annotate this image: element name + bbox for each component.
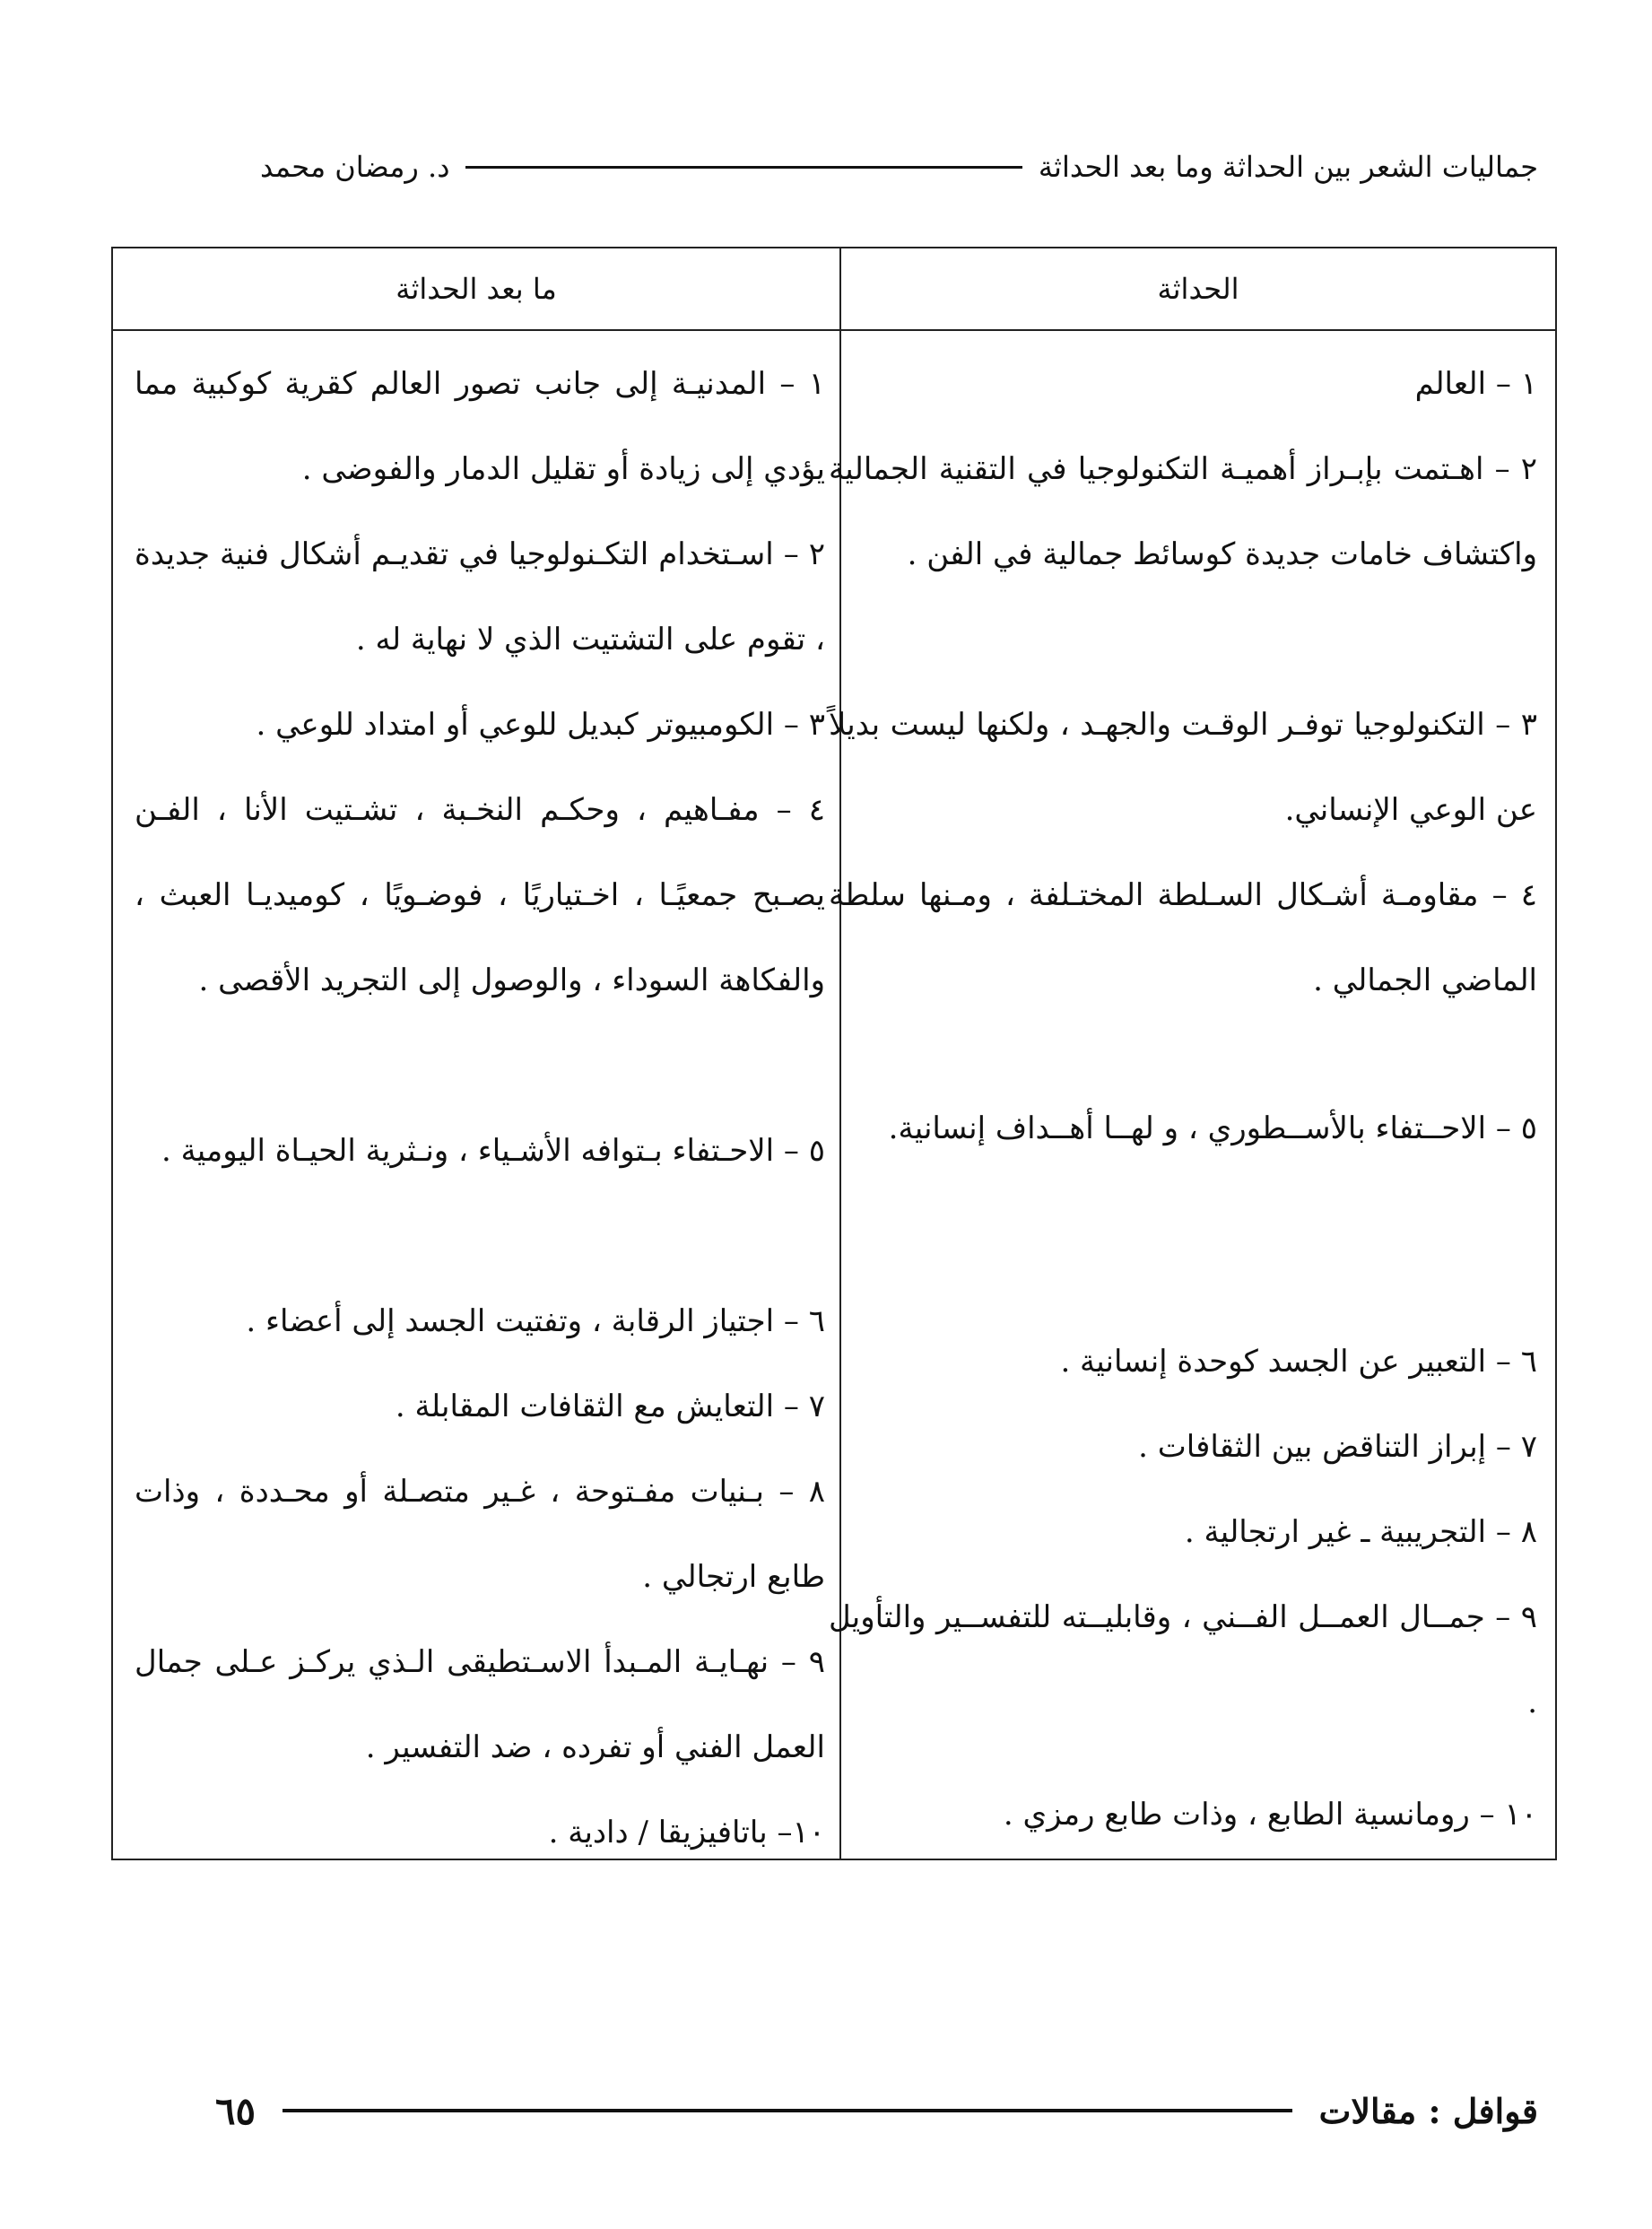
postmodernism-item-1: ١ – المدنيـة إلى جانب تصور العالم كقرية كوكبية مما يؤدي إلى زيادة أو تقليل الدمار والفوضى . (135, 366, 825, 487)
postmodernism-item-7: ٧ – التعايش مع الثقافات المقابلة . (395, 1389, 825, 1424)
author-name: د. رمضان محمد (260, 150, 450, 184)
postmodernism-item-4: ٤ – مفـاهيم ، وحكـم النخـبة ، تشـتيت الأنا ، الفـن يصـبح جمعيًـا ، اخـتياريًا ، فوضـويًا ، كوميديـا العبث ، والفكاهة السوداء ، والوصول إلى التجريد الأقصى . (135, 792, 825, 998)
modernism-heading: الحداثة (839, 248, 1555, 331)
postmodernism-item-9: ٩ – نهـايـة المـبدأ الاسـتطيقى الـذي يركـز عـلى جمال العمل الفني أو تفرده ، ضد التفسير . (135, 1644, 825, 1765)
modernism-item-8: ٨ – التجريبية ـ غير ارتجالية . (1184, 1514, 1537, 1550)
modernism-item-3: ٣ – التكنولوجيا توفـر الوقـت والجهـد ، ولكنها ليست بديلاً عن الوعي الإنساني. (829, 707, 1537, 828)
modernism-item-7: ٧ – إبراز التناقض بين الثقافات . (1138, 1429, 1537, 1465)
postmodernism-item-10: ١٠– باتافيزيقا / دادية . (548, 1815, 825, 1850)
postmodernism-item-8: ٨ – بـنيات مفـتوحة ، غـير متصـلة أو محـددة ، وذات طابع ارتجالي . (135, 1474, 825, 1595)
postmodernism-item-6: ٦ – اجتياز الرقابة ، وتفتيت الجسد إلى أعضاء . (246, 1303, 825, 1339)
running-header (260, 144, 1538, 190)
postmodernism-item-2: ٢ – اسـتخدام التكـنولوجيا في تقديـم أشكال فنية جديدة ، تقوم على التشتيت الذي لا نهاية له . (135, 536, 825, 657)
postmodernism-item-3: ٣ – الكومبيوتر كبديل للوعي أو امتداد للوعي . (256, 707, 825, 743)
modernism-item-2: ٢ – اهـتمت بإبـراز أهميـة التكنولوجيا في التقنية الجمالية واكتشاف خامات جديدة كوسائط جمالية في الفن . (829, 451, 1537, 572)
running-footer (215, 2079, 1538, 2142)
book-title: جماليات الشعر بين الحداثة وما بعد الحداثة (1038, 150, 1538, 184)
journal-name: قوافل : مقالات (1318, 2090, 1538, 2131)
page-number: ٦٥ (215, 2088, 256, 2133)
modernism-column (829, 331, 1555, 1859)
modernism-item-10: ١٠ – رومانسية الطابع ، وذات طابع رمزي . (1003, 1797, 1537, 1833)
postmodernism-heading: ما بعد الحداثة (113, 248, 839, 331)
modernism-item-4: ٤ – مقاومـة أشـكال السـلطة المختـلفة ، ومـنها سلطة الماضي الجمالي . (829, 877, 1537, 998)
modernism-item-5: ٥ – الاحــتفاء بالأســطوري ، و لهــا أهــداف إنسانية. (888, 1110, 1537, 1146)
postmodernism-column (113, 331, 839, 1859)
modernism-item-9: ٩ – جمــال العمــل الفــني ، وقابليــته للتفســير والتأويل . (829, 1599, 1537, 1720)
postmodernism-item-5: ٥ – الاحـتفاء بـتوافه الأشـياء ، ونـثرية الحيـاة اليومية . (161, 1133, 825, 1169)
modernism-item-1: ١ – العالم (1414, 366, 1537, 402)
modernism-item-6: ٦ – التعبير عن الجسد كوحدة إنسانية . (1060, 1344, 1537, 1380)
comparison-table (111, 247, 1557, 1860)
footer-rule (283, 2109, 1291, 2112)
header-rule (465, 166, 1022, 169)
